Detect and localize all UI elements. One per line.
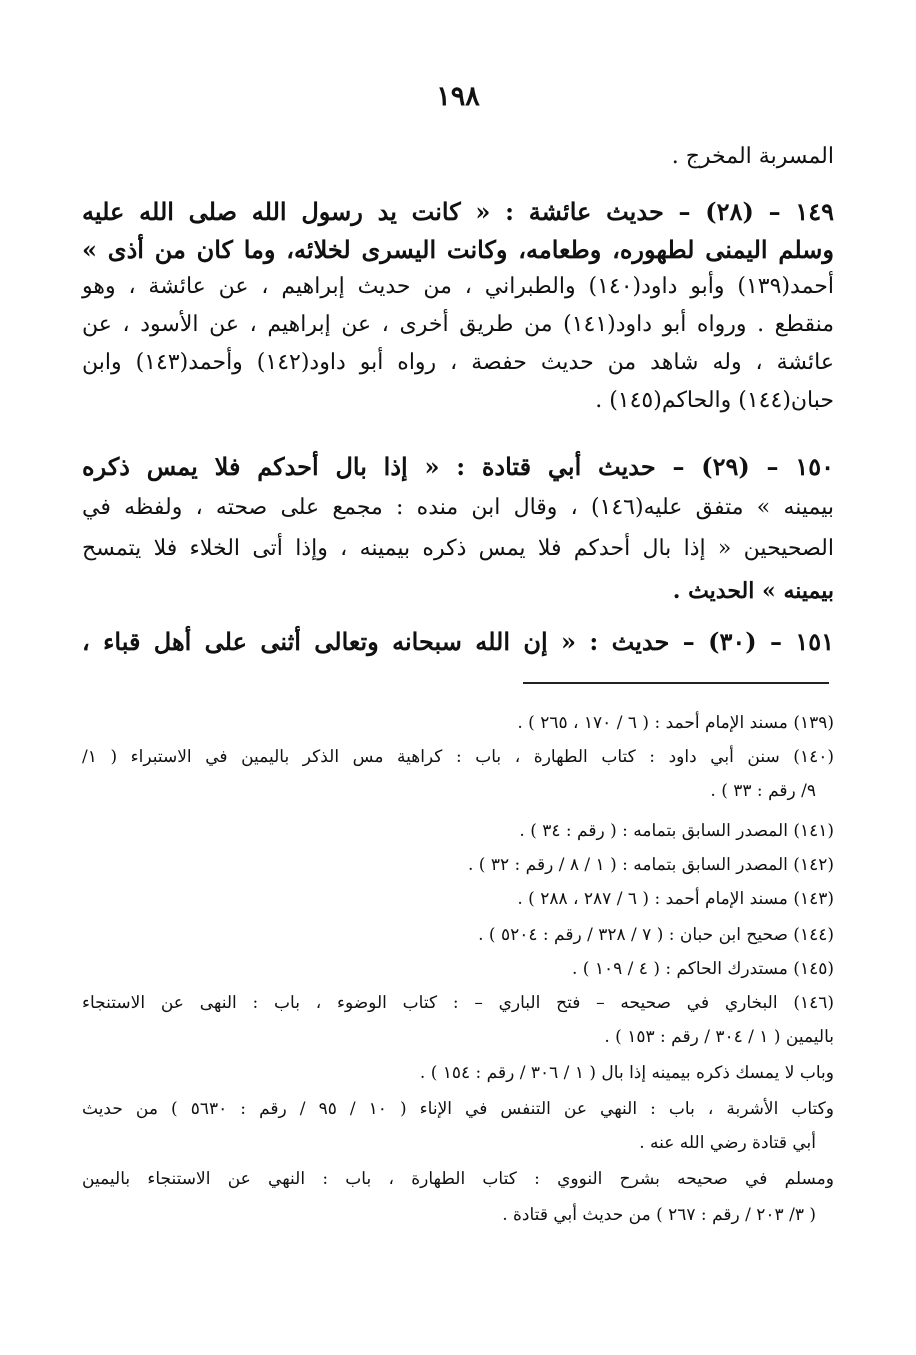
footnote-143: (١٤٣) مسند الإمام أحمد : ( ٦ / ٢٨٧ ، ٢٨٨ ) . bbox=[517, 889, 834, 909]
footnote-142: (١٤٢) المصدر السابق بتمامه : ( ١ / ٨ / رقم : ٣٢ ) . bbox=[468, 855, 834, 875]
text-line-1: المسربة المخرج . bbox=[671, 144, 834, 169]
hadith-150-heading: ١٥٠ – (٢٩) – حديث أبي قتادة : « إذا بال أحدكم فلا يمس ذكره bbox=[82, 452, 834, 481]
footnote-144: (١٤٤) صحيح ابن حبان : ( ٧ / ٣٢٨ / رقم : ٥٢٠٤ ) . bbox=[478, 925, 834, 945]
footnote-145: (١٤٥) مستدرك الحاكم : ( ٤ / ١٠٩ ) . bbox=[571, 959, 834, 979]
footnote-146-line-5: أبي قتادة رضي الله عنه . bbox=[639, 1133, 816, 1153]
page-number: ١٩٨ bbox=[436, 81, 480, 112]
footnote-146-line-2: باليمين ( ١ / ٣٠٤ / رقم : ١٥٣ ) . bbox=[604, 1027, 834, 1047]
hadith-149-takhrij-3: عائشة ، وله شاهد من حديث حفصة ، رواه أبو داود(١٤٢) وأحمد(١٤٣) وابن bbox=[82, 350, 834, 375]
footnote-146: (١٤٦) البخاري في صحيحه – فتح الباري – : كتاب الوضوء ، باب : النهى عن الاستنجاء bbox=[82, 993, 834, 1013]
hadith-149-takhrij-2: منقطع . ورواه أبو داود(١٤١) من طريق أخرى ، عن إبراهيم ، عن الأسود ، عن bbox=[82, 312, 834, 337]
hadith-149-takhrij-1: أحمد(١٣٩) وأبو داود(١٤٠) والطبراني ، من حديث إبراهيم ، عن عائشة ، وهو bbox=[82, 274, 834, 299]
footnote-139: (١٣٩) مسند الإمام أحمد : ( ٦ / ١٧٠ ، ٢٦٥ ) . bbox=[517, 713, 834, 733]
footnote-146-line-4: وكتاب الأشربة ، باب : النهي عن التنفس في الإناء ( ١٠ / ٩٥ / رقم : ٥٦٣٠ ) من حديث bbox=[82, 1099, 834, 1119]
hadith-149-heading: ١٤٩ – (٢٨) – حديث عائشة : « كانت يد رسول الله صلى الله عليه bbox=[82, 197, 834, 226]
footnote-146-line-3: وباب لا يمسك ذكره بيمينه إذا بال ( ١ / ٣٠٦ / رقم : ١٥٤ ) . bbox=[419, 1063, 834, 1083]
footnote-141: (١٤١) المصدر السابق بتمامه : ( رقم : ٣٤ ) . bbox=[519, 821, 834, 841]
hadith-150-takhrij-3: بيمينه » الحديث . bbox=[672, 578, 834, 604]
hadith-149-takhrij-4: حبان(١٤٤) والحاكم(١٤٥) . bbox=[595, 388, 834, 413]
hadith-150-takhrij-2: الصحيحين « إذا بال أحدكم فلا يمس ذكره بيمينه ، وإذا أتى الخلاء فلا يتمسح bbox=[82, 536, 834, 561]
footnote-146-line-6: ومسلم في صحيحه بشرح النووي : كتاب الطهارة ، باب : النهي عن الاستنجاء باليمين bbox=[82, 1169, 834, 1189]
hadith-150-takhrij-1: بيمينه » متفق عليه(١٤٦) ، وقال ابن منده : مجمع على صحته ، ولفظه في bbox=[82, 495, 834, 520]
footnote-140-cont: ٩/ رقم : ٣٣ ) . bbox=[710, 781, 816, 801]
footnote-140: (١٤٠) سنن أبي داود : كتاب الطهارة ، باب : كراهية مس الذكر باليمين في الاستبراء ( ١/ bbox=[82, 747, 834, 767]
hadith-149-text: وسلم اليمنى لطهوره، وطعامه، وكانت اليسرى لخلائه، وما كان من أذى » bbox=[82, 235, 834, 264]
hadith-151-heading: ١٥١ – (٣٠) – حديث : « إن الله سبحانه وتعالى أثنى على أهل قباء ، bbox=[82, 627, 834, 656]
footnote-separator bbox=[523, 682, 829, 684]
footnote-146-line-7: ( ٣/ ٢٠٣ / رقم : ٢٦٧ ) من حديث أبي قتادة . bbox=[502, 1205, 816, 1225]
